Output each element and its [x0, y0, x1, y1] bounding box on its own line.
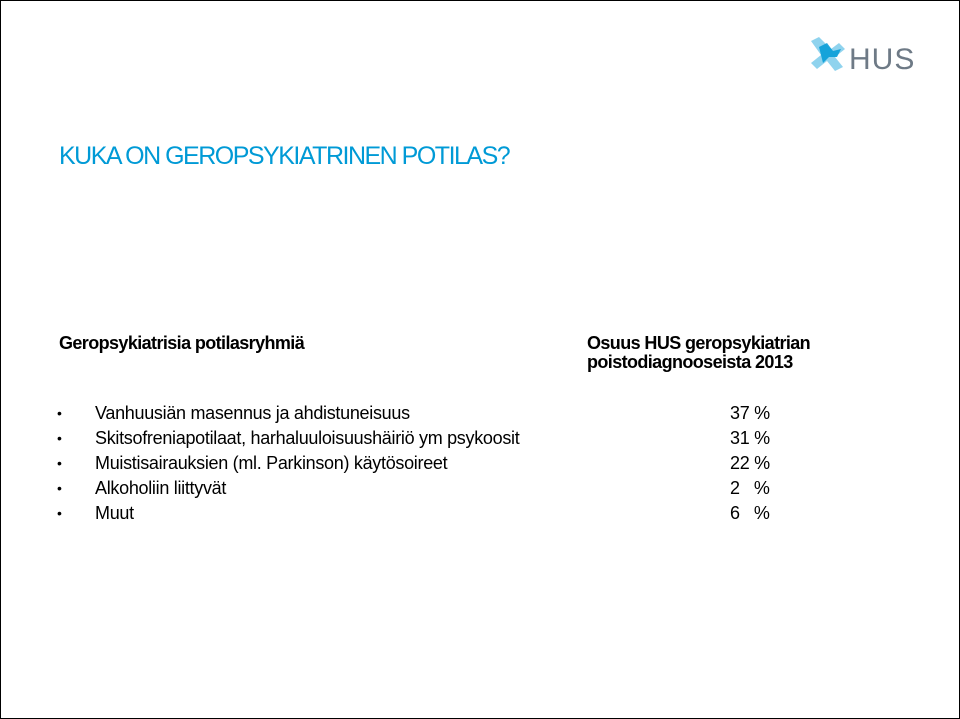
bullet: •	[57, 505, 62, 521]
item-value: 31 %	[730, 428, 770, 448]
hus-cross-icon	[809, 35, 849, 75]
column-header-share	[587, 334, 810, 372]
logo-text: HUS	[849, 43, 916, 76]
item-label: Skitsofreniapotilaat, harhaluuloisuushäiriö ym psykoosit	[95, 428, 520, 448]
item-label: Alkoholiin liittyvät	[95, 478, 227, 498]
item-value: 2 %	[730, 478, 770, 498]
item-label: Vanhuusiän masennus ja ahdistuneisuus	[95, 403, 410, 423]
item-value: 6 %	[730, 503, 770, 523]
item-value: 22 %	[730, 453, 770, 473]
column-header-groups: Geropsykiatrisia potilasryhmiä	[59, 333, 305, 353]
bullet: •	[57, 430, 62, 446]
bullet: •	[57, 405, 62, 421]
column-header-share-line1: Osuus HUS geropsykiatrian	[587, 333, 811, 353]
hus-logo	[809, 35, 919, 83]
item-label: Muistisairauksien (ml. Parkinson) käytösoireet	[95, 453, 448, 473]
column-header-share-line2: poistodiagnooseista 2013	[587, 352, 793, 372]
bullet: •	[57, 455, 62, 471]
page-title: KUKA ON GEROPSYKIATRINEN POTILAS?	[59, 142, 510, 170]
item-label: Muut	[95, 503, 134, 523]
item-value: 37 %	[730, 403, 770, 423]
bullet: •	[57, 480, 62, 496]
